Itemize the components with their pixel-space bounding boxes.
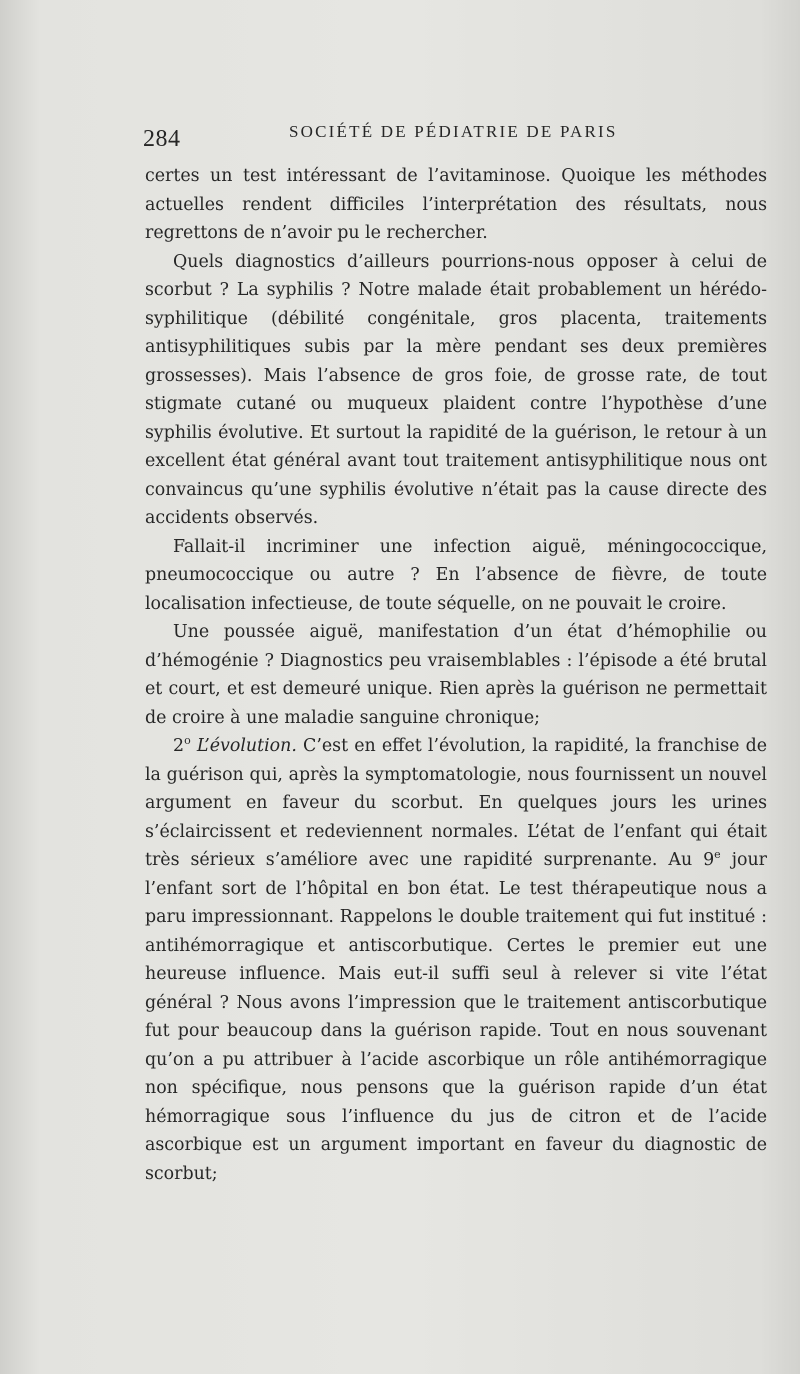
paragraph-5-text-b: jour l’enfant sort de l’hôpital en bon état. Le test thérapeutique nous a paru impressionnant. Rappelons le double traitement qui fut institué : antihémorragique et antiscorbutique. Certes le premier eut une heureuse influence. Mais eut-il suffi seul à relever si vite l’état général ? Nous avons l’impression que le traitement antiscorbutique fut pour beaucoup dans la guérison rapide. Tout en nous souvenant qu’on a pu attribuer à l’acide ascorbique un rôle antihémorragique non spécifique, nous pensons que la guérison rapide d’un état hémorragique sous l’influence du jus de citron et de l’acide ascorbique est un argument important en faveur du diagnostic de scorbut; bbox=[145, 850, 767, 1184]
ordinal-superscript: e bbox=[714, 848, 721, 862]
paragraph-3: Fallait-il incriminer une infection aiguë, méningococcique, pneumococcique ou autre ? En l’absence de fièvre, de toute localisation infectieuse, de toute séquelle, on ne pouvait le croire. bbox=[145, 536, 767, 614]
paragraph-2: Quels diagnostics d’ailleurs pourrions-nous opposer à celui de scorbut ? La syphilis ? Notre malade était probablement un hérédo-syphilitique (débilité congénitale, gros placenta, traitements antisyphilitiques subis par la mère pendant ses deux premières grossesses). Mais l’absence de gros foie, de grosse rate, de tout stigmate cutané ou muqueux plaident contre l’hypothèse d’une syphilis évolutive. Et surtout la rapidité de la guérison, le retour à un excellent état général avant tout traitement antisyphilitique nous ont convaincus qu’une syphilis évolutive n’était pas la cause directe des accidents observés. bbox=[145, 251, 767, 528]
section-number-superscript: o bbox=[184, 734, 191, 748]
page-number: 284 bbox=[143, 126, 181, 152]
section-heading: L’évolution. bbox=[196, 736, 297, 756]
running-title: SOCIÉTÉ DE PÉDIATRIE DE PARIS bbox=[289, 122, 618, 141]
section-number: 2 bbox=[173, 736, 185, 756]
paragraph-5 bbox=[145, 732, 767, 1188]
paragraph-1: certes un test intéressant de l’avitaminose. Quoique les méthodes actuelles rendent difficiles l’interprétation des résultats, nous regrettons de n’avoir pu le rechercher. bbox=[145, 166, 767, 243]
body-text bbox=[145, 162, 767, 1188]
page-header bbox=[143, 118, 783, 158]
paragraph-4: Une poussée aiguë, manifestation d’un état d’hémophilie ou d’hémogénie ? Diagnostics peu vraisemblables : l’épisode a été brutal et court, et est demeuré unique. Rien après la guérison ne permettait de croire à une maladie sanguine chronique; bbox=[145, 622, 767, 728]
paragraph-5-text-a: C’est en effet l’évolution, la rapidité, la franchise de la guérison qui, après la symptomatologie, nous fournissent un nouvel argument en faveur du scorbut. En quelques jours les urines s’éclaircissent et redeviennent normales. L’état de l’enfant qui était très sérieux s’améliore avec une rapidité surprenante. Au 9 bbox=[145, 736, 768, 870]
